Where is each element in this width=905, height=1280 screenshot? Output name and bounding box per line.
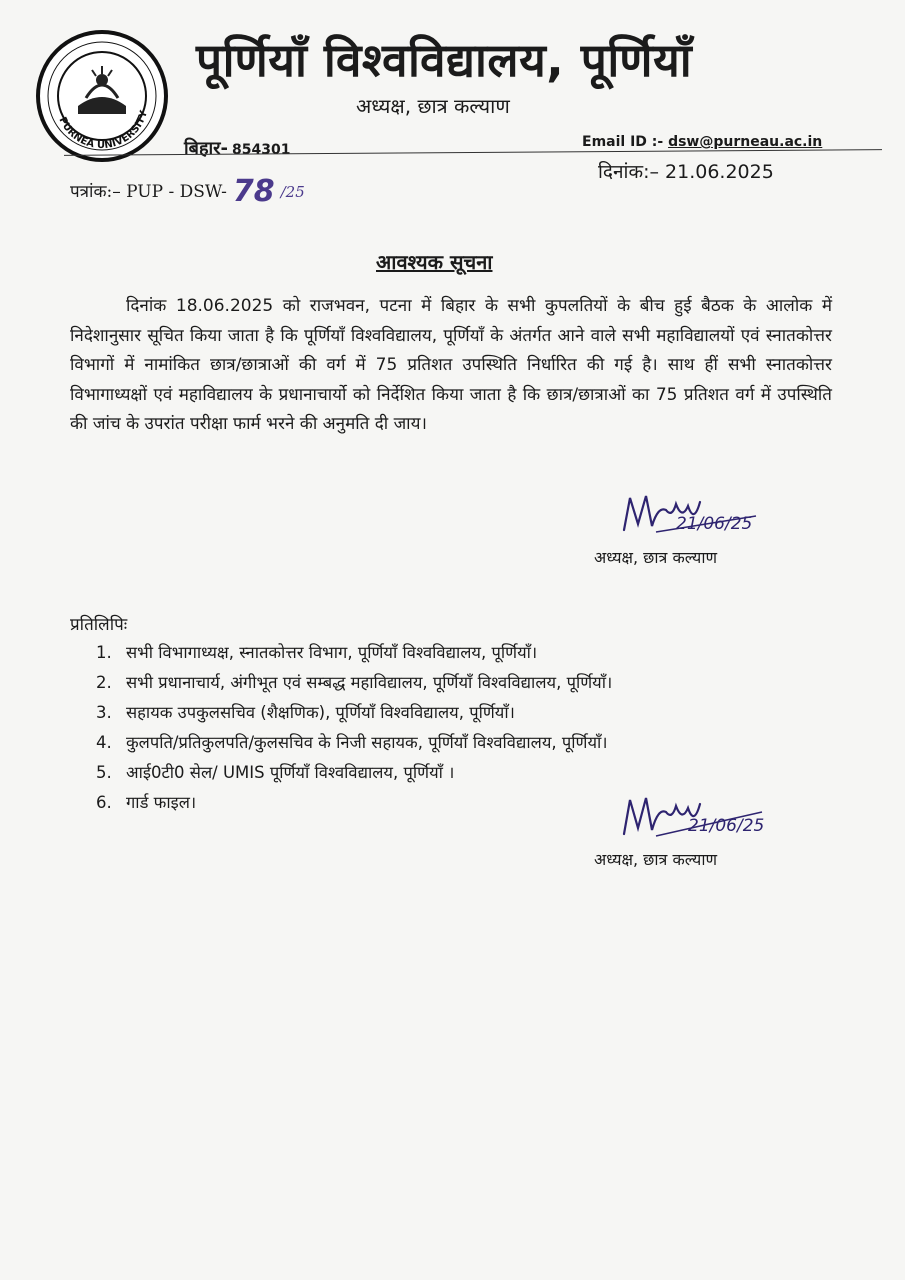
notice-body: दिनांक 18.06.2025 को राजभवन, पटना में बिहार के सभी कुपलतियों के बीच हुई बैठक के आलोक में निदेशानुसार सूचित किया जाता है कि पूर्णियाँ विश्वविद्यालय, पूर्णियाँ के अंतर्गत आने वाले सभी महाविद्यालयों एवं स्नातकोत्तर विभागों में नामांकित छात्र/छात्राओं की वर्ग में 75 प्रतिशत उपस्थिति निर्धारित की गई है। साथ हीं सभी स्नातकोत्तर विभागाध्यक्षों एवं महाविद्यालय के प्रधानाचार्यो को निर्देशित किया जाता है कि छात्र/छात्राओं का 75 प्रतिशत वर्ग में उपस्थिति की जांच के उपरांत परीक्षा फार्म भरने की अनुमति दी जाय। (70, 296, 832, 434)
pin-code: 854301 (232, 142, 291, 158)
notice-title: आवश्यक सूचना (376, 250, 493, 274)
signature-2-caption: अध्यक्ष, छात्र कल्याण (594, 850, 718, 869)
email-label: Email ID :- (582, 134, 664, 150)
svg-text:PURNEA UNIVERSITY: PURNEA UNIVERSITY (56, 109, 150, 152)
letter-date (598, 158, 774, 184)
copy-list (96, 638, 612, 818)
date-value: 21.06.2025 (665, 161, 774, 183)
date-label: दिनांक:– (598, 161, 659, 183)
university-logo (34, 28, 170, 164)
reference-suffix: /25 (280, 183, 305, 201)
reference-prefix: पत्रांक:– PUP - DSW- (70, 182, 227, 202)
email-address[interactable]: dsw@purneau.ac.in (668, 134, 823, 150)
copy-label: प्रतिलिपिः (70, 615, 128, 635)
state-pin (184, 136, 290, 160)
list-item: 1. सभी विभागाध्यक्ष, स्नातकोत्तर विभाग, पूर्णियाँ विश्वविद्यालय, पूर्णियाँ। (96, 643, 538, 662)
signature-1-date: 21/06/25 (676, 514, 753, 534)
reference-number (70, 170, 305, 209)
office-name: अध्यक्ष, छात्र कल्याण (356, 94, 510, 118)
signature-1-caption: अध्यक्ष, छात्र कल्याण (594, 548, 718, 567)
list-item: 5. आई0टी0 सेल/ UMIS पूर्णियाँ विश्वविद्यालय, पूर्णियाँ । (96, 763, 455, 782)
signature-2-date: 21/06/25 (688, 816, 765, 836)
list-item: 6. गार्ड फाइल। (96, 793, 197, 812)
list-item: 3. सहायक उपकुलसचिव (शैक्षणिक), पूर्णियाँ विश्वविद्यालय, पूर्णियाँ। (96, 703, 515, 722)
state-label: बिहार- (184, 138, 228, 159)
list-item: 2. सभी प्रधानाचार्य, अंगीभूत एवं सम्बद्ध महाविद्यालय, पूर्णियाँ विश्वविद्यालय, पूर्णियाँ। (96, 673, 613, 692)
university-title: पूर्णियाँ विश्वविद्यालय, पूर्णियाँ (196, 33, 693, 87)
reference-handwritten-number: 78 (232, 174, 275, 209)
list-item: 4. कुलपति/प्रतिकुलपति/कुलसचिव के निजी सहायक, पूर्णियाँ विश्वविद्यालय, पूर्णियाँ। (96, 733, 608, 752)
email-line (582, 134, 822, 150)
